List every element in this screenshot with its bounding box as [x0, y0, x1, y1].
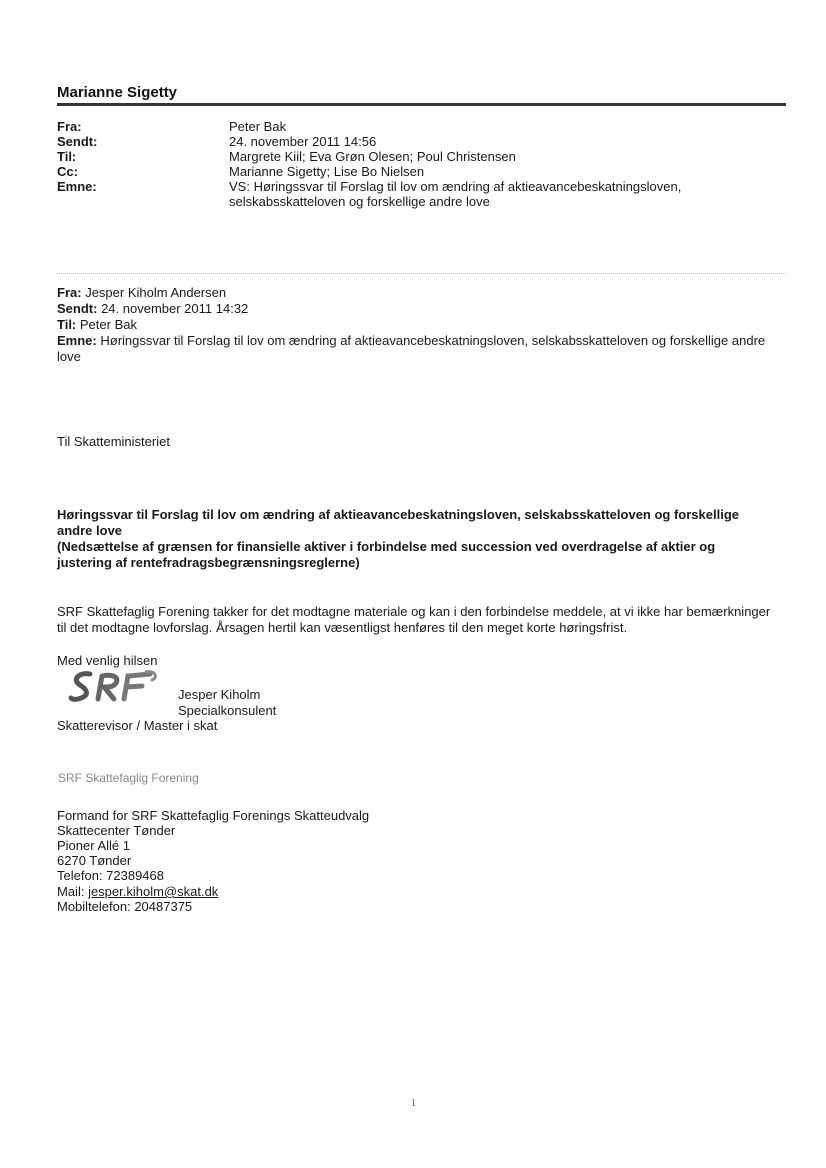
from-label: Fra: [57, 119, 82, 134]
sent-value: 24. november 2011 14:56 [229, 134, 377, 149]
contact-line-1: Formand for SRF Skattefaglig Forenings Skatteudvalg [57, 808, 370, 823]
title-line-2: (Nedsættelse af grænsen for finansielle aktiver i forbindelse med succession ved overdragelse af aktier og justering af rentefradragsbegrænsningsreglerne) [57, 539, 716, 570]
sent-label: Sendt: [57, 134, 98, 149]
mailbox-owner: Marianne Sigetty [57, 84, 178, 101]
contact-phone: Telefon: 72389468 [57, 868, 164, 883]
signer-title: Skatterevisor / Master i skat [57, 718, 218, 733]
srf-logo [68, 668, 160, 706]
cc-label: Cc: [57, 164, 78, 179]
mail-label: Mail: [57, 884, 89, 899]
contact-line-3: Pioner Allé 1 [57, 838, 130, 853]
recipient: Til Skatteministeriet [57, 434, 170, 449]
mail-link[interactable]: jesper.kiholm@skat.dk [88, 884, 219, 899]
fwd-from-value: Jesper Kiholm Andersen [85, 285, 227, 300]
to-label: Til: [57, 149, 77, 164]
fwd-from [57, 285, 787, 301]
fwd-subject-label: Emne: [57, 333, 97, 348]
closing: Med venlig hilsen [57, 653, 158, 668]
document-title [57, 507, 757, 571]
fwd-from-label: Fra: [57, 285, 82, 300]
subject-value: VS: Høringssvar til Forslag til lov om ændring af aktieavancebeskatningsloven, selskabsskatteloven og forskellige andre love [229, 179, 682, 209]
fwd-subject-value: Høringssvar til Forslag til lov om ændring af aktieavancebeskatningsloven, selskabsskatteloven og forskellige andre love [57, 333, 766, 364]
title-line-1: Høringssvar til Forslag til lov om ændring af aktieavancebeskatningsloven, selskabsskatteloven og forskellige andre love [57, 507, 739, 538]
subject-label: Emne: [57, 179, 97, 194]
contact-line-2: Skattecenter Tønder [57, 823, 176, 838]
from-value: Peter Bak [229, 119, 287, 134]
to-value: Margrete Kiil; Eva Grøn Olesen; Poul Christensen [229, 149, 516, 164]
header-rule [57, 103, 786, 106]
fwd-sent-label: Sendt: [57, 301, 98, 316]
signer-name: Jesper Kiholm [178, 687, 261, 702]
contact-mobile: Mobiltelefon: 20487375 [57, 899, 193, 914]
fwd-subject [57, 333, 787, 365]
body-paragraph: SRF Skattefaglig Forening takker for det modtagne materiale og kan i den forbindelse meddele, at vi ikke har bemærkninger til det modtagne lovforslag. Årsagen hertil kan væsentligst henføres til den meget korte høringsfrist. [57, 604, 771, 635]
fwd-sent [57, 301, 787, 317]
separator [57, 273, 786, 274]
cc-value: Marianne Sigetty; Lise Bo Nielsen [229, 164, 425, 179]
fwd-to-value: Peter Bak [79, 317, 137, 332]
fwd-to [57, 317, 787, 333]
signer-role: Specialkonsulent [178, 703, 277, 718]
organization-name: SRF Skattefaglig Forening [58, 771, 199, 785]
fwd-sent-value: 24. november 2011 14:32 [101, 301, 249, 316]
fwd-to-label: Til: [57, 317, 77, 332]
contact-mail [57, 884, 218, 899]
page-number: 1 [411, 1098, 416, 1109]
contact-line-4: 6270 Tønder [57, 853, 132, 868]
